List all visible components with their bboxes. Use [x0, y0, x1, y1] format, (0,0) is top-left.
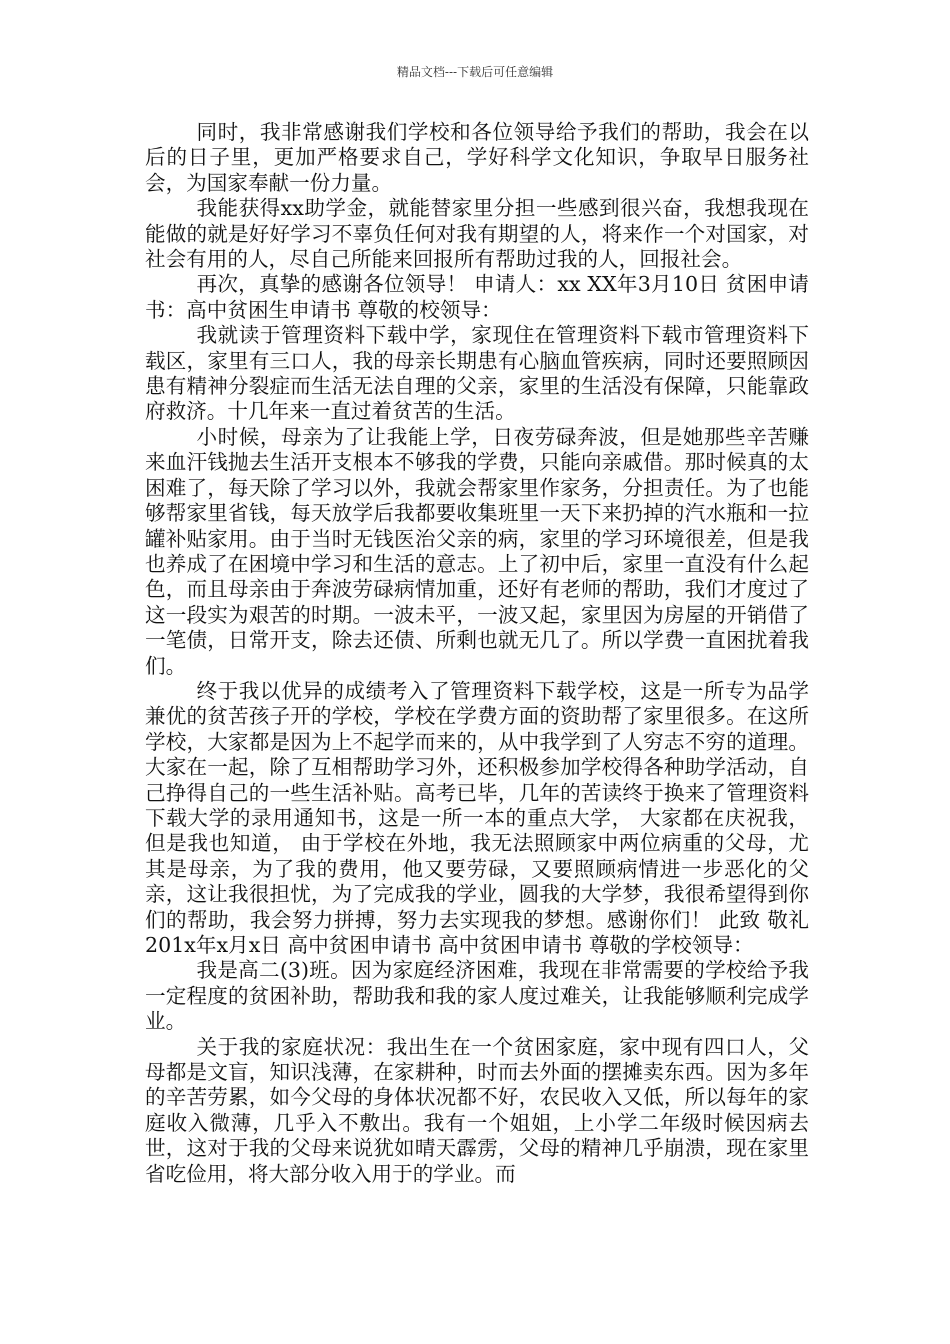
paragraph: 同时，我非常感谢我们学校和各位领导给予我们的帮助，我会在以后的日子里，更加严格要求自己，学好科学文化知识，争取早日服务社会，为国家奉献一份力量。	[145, 120, 809, 195]
paragraph: 关于我的家庭状况：我出生在一个贫困家庭，家中现有四口人，父母都是文盲，知识浅薄，在家耕种，时而去外面的摆摊卖东西。因为多年的辛苦劳累，如今父母的身体状况都不好，农民收入又低，所以每年的家庭收入微薄，几乎入不敷出。我有一个姐姐，上小学二年级时候因病去世，这对于我的父母来说犹如晴天霹雳，父母的精神几乎崩溃，现在家里省吃俭用，将大部分收入用于的学业。而	[145, 1034, 809, 1186]
document-body	[145, 120, 809, 1187]
paragraph: 小时候，母亲为了让我能上学，日夜劳碌奔波，但是她那些辛苦赚来血汗钱抛去生活开支根本不够我的学费，只能向亲戚借。那时候真的太困难了，每天除了学习以外，我就会帮家里作家务，分担责任。为了也能够帮家里省钱，每天放学后我都要收集班里一天下来扔掉的汽水瓶和一拉罐补贴家用。由于当时无钱医治父亲的病，家里的学习环境很差，但是我也养成了在困境中学习和生活的意志。上了初中后，家里一直没有什么起色，而且母亲由于奔波劳碌病情加重，还好有老师的帮助，我们才度过了这一段实为艰苦的时期。一波未平，一波又起，家里因为房屋的开销借了一笔债，日常开支，除去还债、所剩也就无几了。所以学费一直困扰着我们。	[145, 424, 809, 678]
paragraph: 我能获得xx助学金，就能替家里分担一些感到很兴奋，我想我现在能做的就是好好学习不辜负任何对我有期望的人，将来作一个对国家，对社会有用的人，尽自己所能来回报所有帮助过我的人，回报社会。	[145, 196, 809, 272]
paragraph: 我是高二(3)班。因为家庭经济困难，我现在非常需要的学校给予我一定程度的贫困补助，帮助我和我的家人度过难关，让我能够顺利完成学业。	[145, 958, 809, 1034]
paragraph: 终于我以优异的成绩考入了管理资料下载学校，这是一所专为品学兼优的贫苦孩子开的学校，学校在学费方面的资助帮了家里很多。在这所学校，大家都是因为上不起学而来的，从中我学到了人穷志不穷的道理。大家在一起，除了互相帮助学习外，还积极参加学校得各种助学活动，自己挣得自己的一些生活补贴。高考已毕，几年的苦读终于换来了管理资料下载大学的录用通知书，这是一所一本的重点大学， 大家都在庆祝我，但是我也知道， 由于学校在外地，我无法照顾家中两位病重的父母，尤其是母亲，为了我的费用，他又要劳碌，又要照顾病情进一步恶化的父亲，这让我很担忧，为了完成我的学业，圆我的大学梦，我很希望得到你们的帮助，我会努力拼搏，努力去实现我的梦想。感谢你们！ 此致 敬礼 201x年x月x日 高中贫困申请书 高中贫困申请书 尊敬的学校领导：	[145, 678, 809, 957]
paragraph: 再次，真挚的感谢各位领导！ 申请人：xx XX年3月10日 贫困申请书：高中贫困生申请书 尊敬的校领导：	[145, 272, 809, 322]
page-header: 精品文档---下载后可任意编辑	[396, 65, 554, 79]
paragraph: 我就读于管理资料下载中学，家现住在管理资料下载市管理资料下载区，家里有三口人，我的母亲长期患有心脑血管疾病，同时还要照顾因患有精神分裂症而生活无法自理的父亲，家里的生活没有保障，只能靠政府救济。十几年来一直过着贫苦的生活。	[145, 323, 809, 424]
